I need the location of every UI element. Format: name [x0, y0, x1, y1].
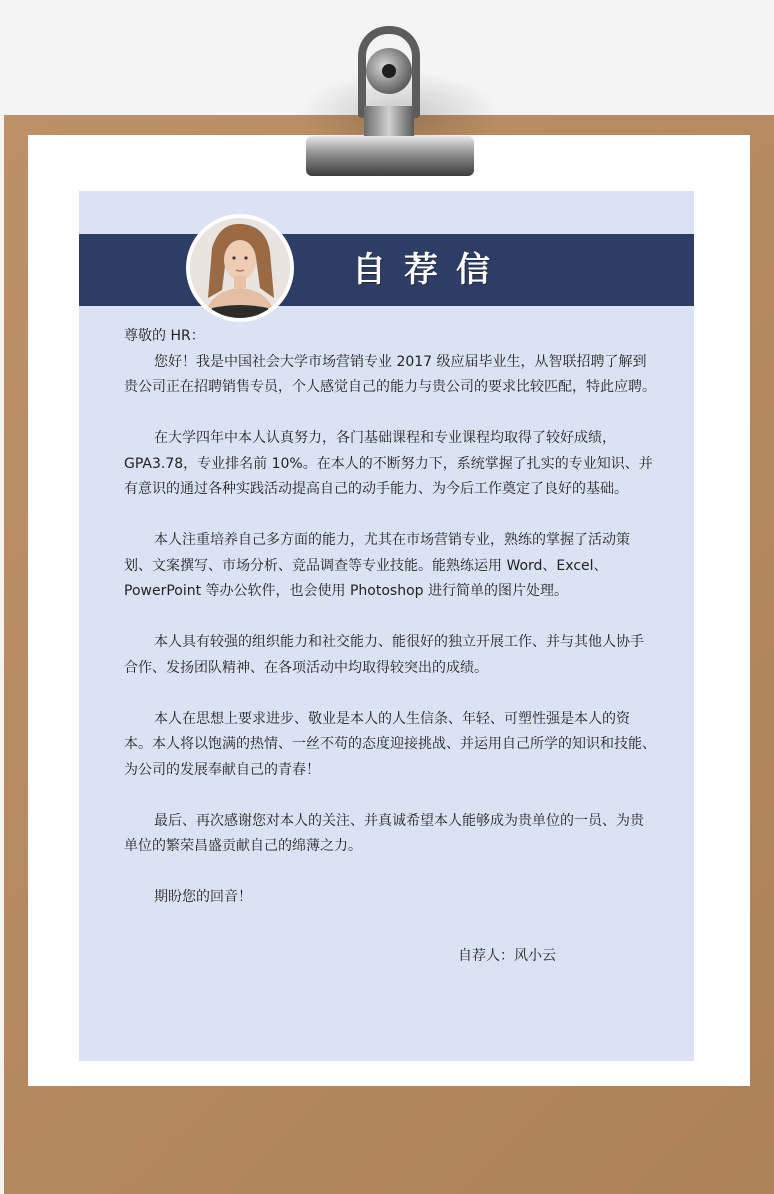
paragraph-skills: 本人注重培养自己多方面的能力，尤其在市场营销专业，熟练的掌握了活动策划、文案撰写、市场分析、竞品调查等专业技能。能熟练运用 Word、Excel、PowerPoint 等办公软件，也会使用 Photoshop 进行简单的图片处理。: [124, 532, 630, 599]
letter-body: [124, 324, 656, 911]
salutation: 尊敬的 HR：: [124, 328, 205, 344]
paragraph-study: 在大学四年中本人认真努力，各门基础课程和专业课程均取得了较好成绩，GPA3.78，专业排名前 10%。在本人的不断努力下，系统掌握了扎实的专业知识、并有意识的通过各种实践活动提高自己的动手能力、为今后工作奠定了良好的基础。: [124, 430, 653, 497]
paragraph-teamwork: 本人具有较强的组织能力和社交能力、能很好的独立开展工作、并与其他人协手合作、发扬团队精神、在各项活动中均取得较突出的成绩。: [124, 634, 644, 676]
avatar: [186, 214, 294, 322]
paragraph-attitude: 本人在思想上要求进步、敬业是本人的人生信条、年轻、可塑性强是本人的资本。本人将以饱满的热情、一丝不苟的态度迎接挑战、并运用自己所学的知识和技能、为公司的发展奉献自己的青春！: [124, 710, 656, 778]
signature: 自荐人：风小云: [458, 948, 556, 964]
binder-clip-icon: [306, 26, 474, 176]
paragraph-intro: 您好！我是中国社会大学市场营销专业 2017 级应届毕业生，从智联招聘了解到贵公司正在招聘销售专员，个人感觉自己的能力与贵公司的要求比较匹配，特此应聘。: [124, 353, 656, 395]
paragraph-thanks: 最后、再次感谢您对本人的关注、并真诚希望本人能够成为贵单位的一员、为贵单位的繁荣昌盛贡献自己的绵薄之力。: [124, 812, 644, 854]
paragraph-closing: 期盼您的回音！: [154, 889, 252, 905]
page-title: 自荐信: [352, 250, 508, 290]
portrait-photo-icon: [190, 218, 290, 318]
